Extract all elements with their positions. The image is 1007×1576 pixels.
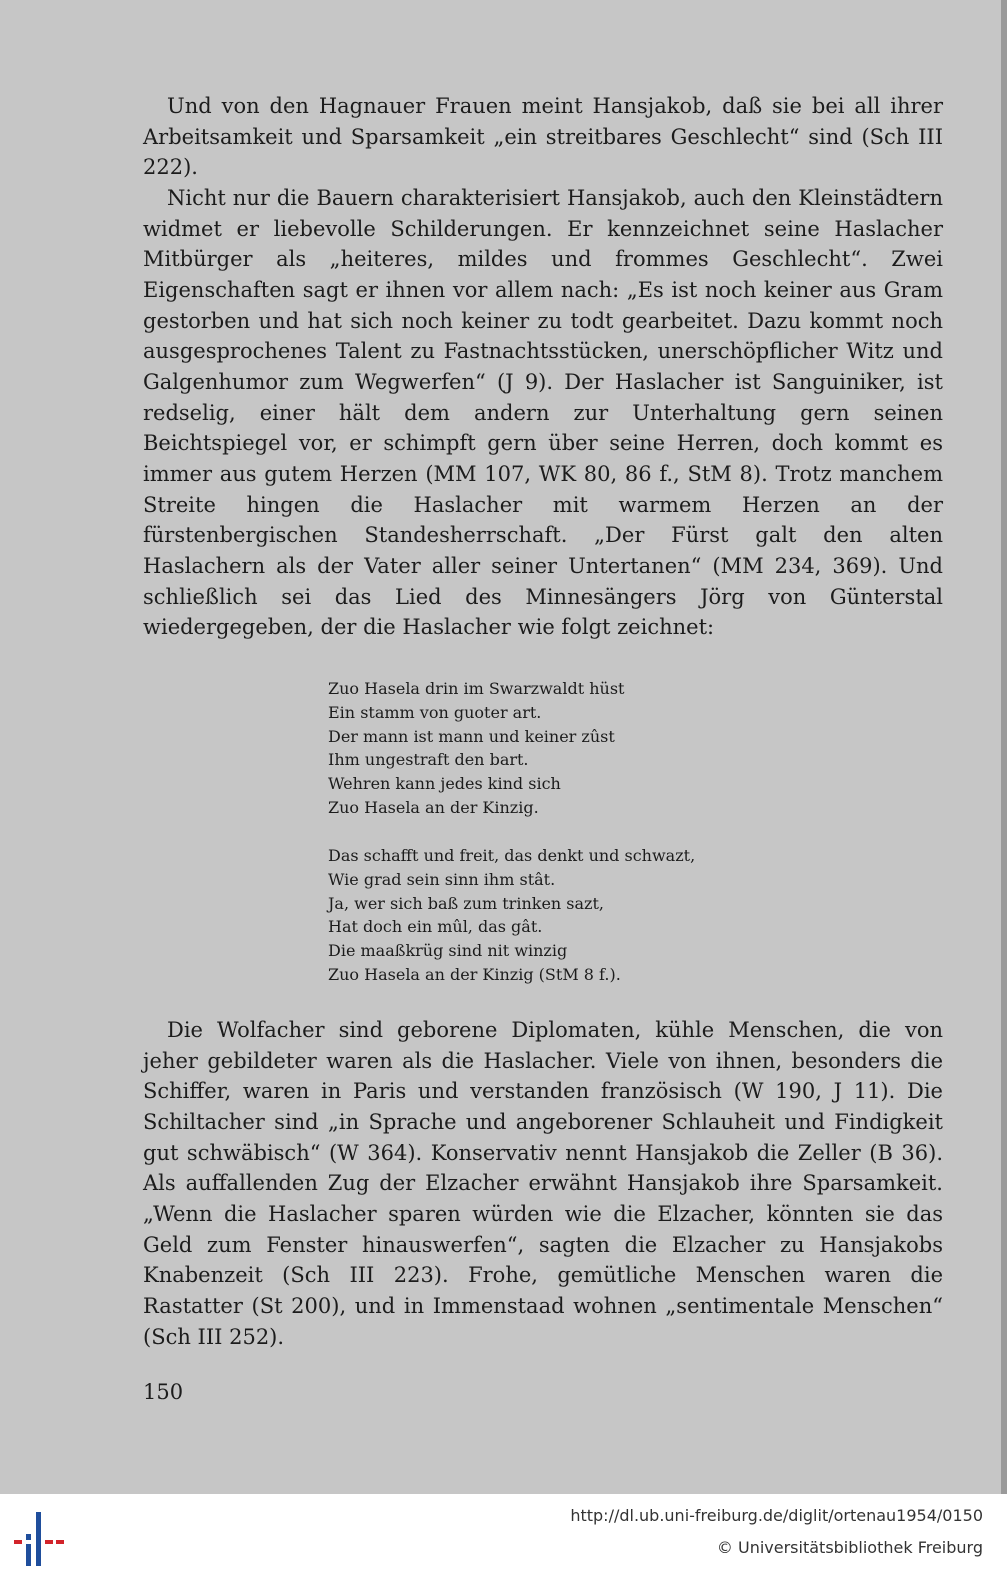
poem-stanza-1 xyxy=(328,677,798,820)
poem-line: Ein stamm von guoter art. xyxy=(328,702,542,722)
copyright-notice: © Universitätsbibliothek Freiburg xyxy=(716,1538,983,1557)
paragraph-wolfach xyxy=(143,1015,943,1352)
poem-line: Ihm ungestraft den bart. xyxy=(328,750,529,770)
paragraph-2-text: Nicht nur die Bauern charakterisiert Hansjakob, auch den Kleinstädtern widmet er liebevolle Schilderungen. Er kennzeichnet seine Haslacher Mitbürger als „heiteres, mildes und frommes Geschlecht“. Zwei Eigenschaften sagt er ihnen vor allem nach: „Es ist noch keiner aus Gram gestorben und hat sich noch keiner zu todt gearbeitet. Dazu kommt noch ausgesprochenes Talent zu Fastnachtsstücken, unerschöpflicher Witz und Galgenhumor zum Wegwerfen“ (J 9). Der Haslacher ist Sanguiniker, ist redselig, einer hält dem andern zur Unterhaltung gern seinen Beichtspiegel vor, er schimpft gern über seine Herren, doch kommt es immer aus gutem Herzen (MM 107, WK 80, 86 f., StM 8). Trotz manchem Streite hingen die Haslacher mit warmem Herzen an der fürstenbergischen Standesherrschaft. „Der Fürst galt den alten Haslachern als der Vater aller seiner Untertanen“ (MM 234, 369). Und schließlich sei das Lied des Minnesängers Jörg von Günterstal wiedergegeben, der die Haslacher wie folgt zeichnet: xyxy=(143,186,943,640)
permalink-url[interactable]: http://dl.ub.uni-freiburg.de/diglit/ortenau1954/0150 xyxy=(570,1506,983,1525)
poem-line: Die maaßkrüg sind nit winzig xyxy=(328,941,568,961)
poem-line: Das schafft und freit, das denkt und schwazt, xyxy=(328,846,696,865)
paragraph-haslach xyxy=(143,183,943,643)
poem-line: Wie grad sein sinn ihm stât. xyxy=(328,869,556,889)
poem-line: Zuo Hasela drin im Swarzwaldt hüst xyxy=(328,679,625,698)
poem-line: Der mann ist mann und keiner zûst xyxy=(328,726,615,746)
paragraph-hagnau xyxy=(143,91,943,183)
page-number: 150 xyxy=(143,1380,184,1404)
poem-line: Ja, wer sich baß zum trinken sazt, xyxy=(328,893,604,913)
poem-line: Zuo Hasela an der Kinzig. xyxy=(328,797,539,817)
poem-line: Wehren kann jedes kind sich xyxy=(328,774,561,794)
viewer-footer xyxy=(0,1494,1007,1576)
poem-line: Zuo Hasela an der Kinzig (StM 8 f.). xyxy=(328,964,621,984)
poem-stanza-2 xyxy=(328,844,798,987)
paragraph-1-text: Und von den Hagnauer Frauen meint Hansjakob, daß sie bei all ihrer Arbeitsamkeit und Sparsamkeit „ein streitbares Geschlecht“ sind (Sch III 222). xyxy=(143,94,943,180)
poem-line: Hat doch ein mûl, das gât. xyxy=(328,917,543,937)
ub-freiburg-logo-icon[interactable] xyxy=(14,1504,64,1566)
paragraph-3-text: Die Wolfacher sind geborene Diplomaten, kühle Menschen, die von jeher gebildeter waren als die Haslacher. Viele von ihnen, besonders die Schiffer, waren in Paris und verstanden französisch (W 190, J 11). Die Schiltacher sind „in Sprache und angeborener Schlauheit und Findigkeit gut schwäbisch“ (W 364). Konservativ nennt Hansjakob die Zeller (B 36). Als auffallenden Zug der Elzacher erwähnt Hansjakob ihre Sparsamkeit. „Wenn die Haslacher sparen würden wie die Elzacher, könnten sie das Geld zum Fenster hinauswerfen“, sagten die Elzacher zu Hansjakobs Knabenzeit (Sch III 223). Frohe, gemütliche Menschen waren die Rastatter (St 200), und in Immenstaad wohnen „sentimentale Menschen“ (Sch III 252). xyxy=(143,1018,943,1349)
